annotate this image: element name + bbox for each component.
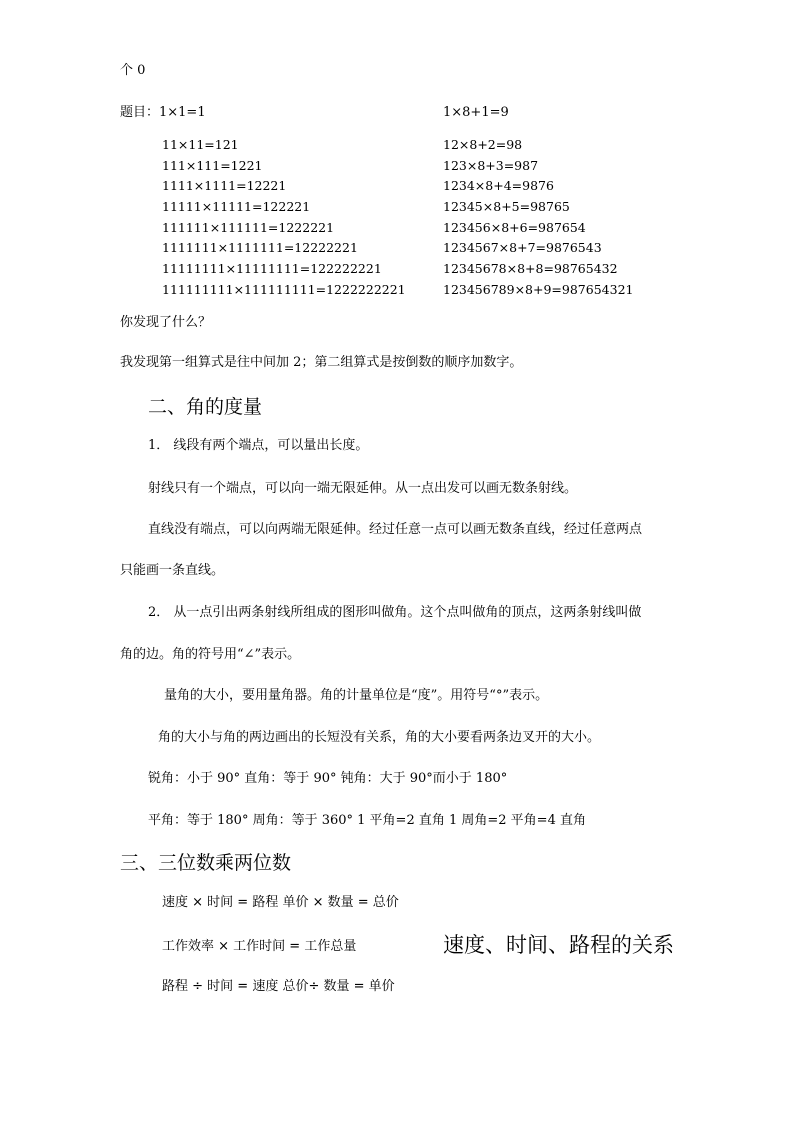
paragraph: 角的大小与角的两边画出的长短没有关系，角的大小要看两条边叉开的大小。 (158, 730, 601, 745)
left-equation: 11111111×11111111=122222221 (162, 261, 382, 277)
right-equation: 12345×8+5=98765 (443, 199, 570, 215)
left-equation: 1111111×1111111=12222221 (162, 240, 358, 256)
text-line: 个 0 (120, 63, 146, 78)
relation-title: 速度、时间、路程的关系 (443, 933, 674, 957)
section-heading: 三、三位数乘两位数 (120, 852, 292, 874)
formula-line: 工作效率 × 工作时间 = 工作总量 (162, 939, 357, 954)
paragraph: 1． 线段有两个端点，可以量出长度。 (148, 438, 369, 453)
problem-label: 题目：1×1=1 (120, 105, 206, 120)
left-equation: 1111×1111=12221 (162, 178, 287, 194)
right-equation: 123456789×8+9=987654321 (443, 281, 634, 297)
paragraph: 射线只有一个端点，可以向一端无限延伸。从一点出发可以画无数条射线。 (148, 481, 578, 496)
formula-line: 路程 ÷ 时间 = 速度 总价÷ 数量 = 单价 (162, 979, 395, 994)
left-equation: 111×111=1221 (162, 157, 263, 173)
angle-types-line: 平角：等于 180° 周角：等于 360° 1 平角=2 直角 1 周角=2 平角=4 直角 (148, 813, 586, 828)
paragraph: 2． 从一点引出两条射线所组成的图形叫做角。这个点叫做角的顶点，这两条射线叫做 (148, 605, 642, 620)
right-equation: 1234×8+4=9876 (443, 178, 554, 194)
paragraph: 直线没有端点，可以向两端无限延伸。经过任意一点可以画无数条直线，经过任意两点 (148, 522, 643, 537)
formula-line: 速度 × 时间 = 路程 单价 × 数量 = 总价 (162, 895, 399, 910)
right-equation: 12345678×8+8=98765432 (443, 261, 618, 277)
paragraph: 只能画一条直线。 (120, 563, 225, 578)
section-heading: 二、角的度量 (148, 396, 263, 418)
paragraph: 角的边。角的符号用“∠”表示。 (120, 647, 301, 662)
angle-types-line: 锐角：小于 90° 直角：等于 90° 钝角：大于 90°而小于 180° (148, 771, 508, 786)
right-equation: 123456×8+6=987654 (443, 219, 586, 235)
left-equation: 11×11=121 (162, 137, 239, 152)
right-equation-column (443, 137, 633, 303)
left-equation: 111111×111111=1222221 (162, 219, 335, 235)
right-equation: 123×8+3=987 (443, 157, 539, 173)
left-equation: 11111×11111=122221 (162, 199, 311, 215)
problem-right: 1×8+1=9 (443, 105, 509, 120)
answer-text: 我发现第一组算式是往中间加 2；第二组算式是按倒数的顺序加数字。 (120, 355, 523, 370)
left-equation-column (162, 137, 406, 303)
right-equation: 1234567×8+7=9876543 (443, 240, 602, 256)
paragraph: 量角的大小，要用量角器。角的计量单位是“度”。用符号“°”表示。 (164, 688, 549, 703)
left-equation: 111111111×111111111=1222222221 (162, 281, 406, 297)
question-text: 你发现了什么？ (120, 315, 212, 330)
right-equation: 12×8+2=98 (443, 137, 523, 152)
